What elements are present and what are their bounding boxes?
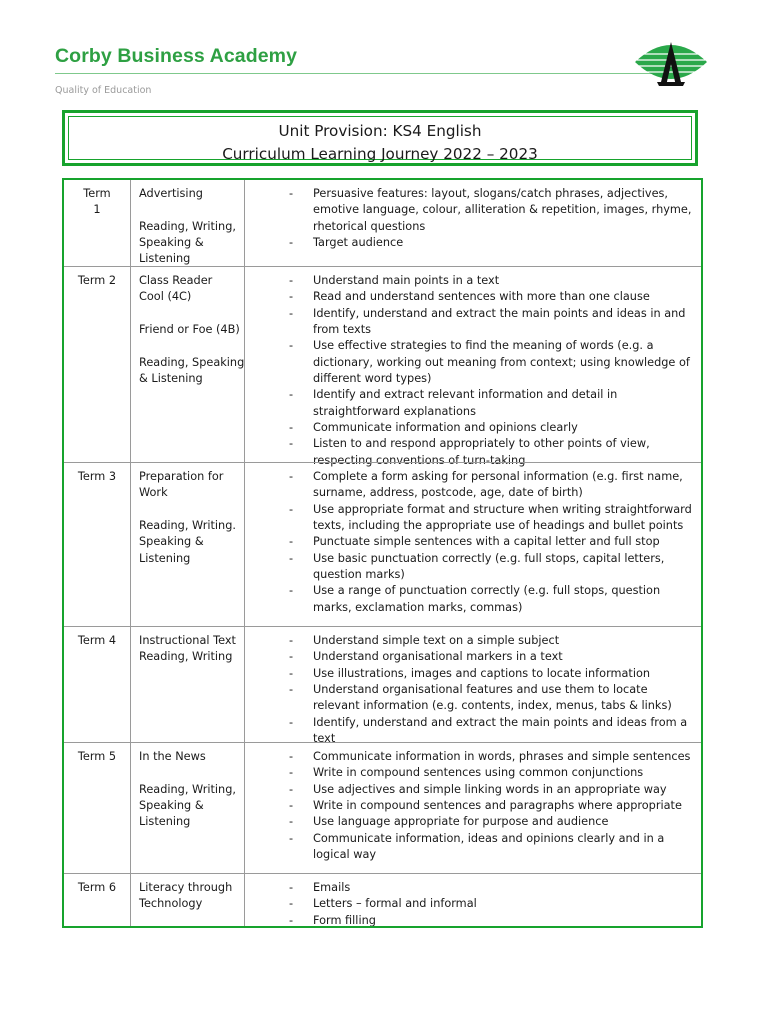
unit-text — [139, 502, 244, 518]
unit-text: Reading, Writing, — [139, 219, 236, 233]
unit-text: Preparation for — [139, 470, 224, 483]
unit-text: Cool (4C) — [139, 290, 192, 304]
term-label: Term 5 — [77, 750, 117, 763]
term-cell — [64, 743, 130, 874]
objective-item: - Use illustrations, images and captions to locate information — [245, 666, 697, 682]
objective-item: - Communicate information, ideas and opinions clearly and in a logical way — [245, 831, 697, 864]
objectives-cell — [244, 180, 701, 266]
unit-text: Speaking & — [139, 799, 204, 813]
objectives-cell — [244, 463, 701, 627]
unit-text: & Listening — [139, 372, 203, 386]
term-label: Term 4 — [77, 634, 117, 647]
objective-item: - Punctuate simple sentences with a capital letter and full stop — [245, 534, 697, 550]
unit-cell — [130, 743, 244, 874]
objective-item: - Listen to and respond appropriately to other points of view, respecting conventions of turn-taking — [245, 436, 697, 469]
objective-item: - Letters – formal and informal — [245, 896, 697, 912]
objective-item: - Use language appropriate for purpose and audience — [245, 814, 697, 830]
objective-item: - Communicate information in words, phrases and simple sentences — [245, 749, 697, 765]
objective-item: - Identify, understand and extract the main points and ideas from a text — [245, 715, 697, 748]
unit-text: Friend or Foe (4B) — [139, 323, 240, 337]
objective-item: - Use appropriate format and structure when writing straightforward texts, including the appropriate use of headings and bullet points — [245, 502, 697, 535]
objective-item: - Use basic punctuation correctly (e.g. full stops, capital letters, question marks) — [245, 551, 697, 584]
unit-text: Literacy through — [139, 881, 233, 894]
document-subtitle: Curriculum Learning Journey 2022 – 2023 — [222, 145, 538, 163]
curriculum-table — [62, 178, 703, 928]
term-cell — [64, 874, 130, 928]
tagline: Quality of Education — [55, 85, 152, 96]
term-cell — [64, 180, 130, 266]
unit-cell — [130, 627, 244, 743]
term-cell — [64, 463, 130, 627]
objective-item: - Identify, understand and extract the main points and ideas in and from texts — [245, 306, 697, 339]
unit-cell — [130, 874, 244, 928]
unit-text: Listening — [139, 252, 191, 266]
objective-item: - Form filling — [245, 913, 697, 928]
objectives-cell — [244, 627, 701, 746]
term-label: Term 6 — [77, 881, 117, 894]
unit-text: Advertising — [139, 187, 203, 200]
objectives-cell — [244, 267, 701, 467]
unit-text: Class Reader — [139, 274, 213, 287]
objective-item: - Understand organisational markers in a text — [245, 649, 697, 665]
objective-item: - Understand simple text on a simple subject — [245, 633, 697, 649]
objective-item: - Understand organisational features and use them to locate relevant information (e.g. contents, index, menus, tabs & links) — [245, 682, 697, 715]
unit-text — [139, 306, 244, 322]
objectives-cell — [244, 874, 701, 928]
objective-item: - Persuasive features: layout, slogans/catch phrases, adjectives, emotive language, colour, alliteration & repetition, images, rhyme, rhetorical questions — [245, 186, 697, 235]
unit-text: Reading, Writing — [139, 650, 233, 664]
unit-text: In the News — [139, 750, 206, 763]
table-row — [64, 873, 701, 928]
objective-item: - Use a range of punctuation correctly (e.g. full stops, question marks, exclamation marks, commas) — [245, 583, 697, 616]
objective-item: - Complete a form asking for personal information (e.g. first name, surname, address, postcode, age, date of birth) — [245, 469, 697, 502]
unit-text: Speaking & — [139, 236, 204, 250]
unit-text: Listening — [139, 551, 191, 565]
term-cell — [64, 267, 130, 463]
term-label: 1 — [93, 203, 101, 217]
objective-item: - Read and understand sentences with more than one clause — [245, 289, 697, 305]
table-row — [64, 626, 701, 746]
unit-text: Reading, Writing. — [139, 519, 236, 533]
objective-item: - Target audience — [245, 235, 697, 251]
unit-text: Listening — [139, 815, 191, 829]
table-row — [64, 742, 701, 874]
unit-text: Speaking & — [139, 535, 204, 549]
objective-item: - Communicate information and opinions clearly — [245, 420, 697, 436]
objective-item: - Identify and extract relevant information and detail in straightforward explanations — [245, 387, 697, 420]
unit-text: Technology — [139, 897, 203, 911]
document-title: Unit Provision: KS4 English — [278, 122, 482, 140]
unit-cell — [130, 267, 244, 463]
objective-item: - Write in compound sentences using common conjunctions — [245, 765, 697, 781]
objective-item: - Understand main points in a text — [245, 273, 697, 289]
objective-item: - Use adjectives and simple linking words in an appropriate way — [245, 782, 697, 798]
table-row — [64, 266, 701, 467]
header-rule — [55, 73, 655, 74]
unit-cell — [130, 180, 244, 266]
unit-cell — [130, 463, 244, 627]
unit-text — [139, 765, 244, 781]
unit-text — [139, 338, 244, 354]
title-box — [62, 110, 698, 166]
unit-text: Reading, Speaking — [139, 355, 245, 369]
table-row — [64, 180, 701, 266]
objective-item: - Write in compound sentences and paragraphs where appropriate — [245, 798, 697, 814]
objective-item: - Emails — [245, 880, 697, 896]
term-label: Term 3 — [77, 470, 117, 483]
unit-text: Instructional Text — [139, 634, 236, 647]
term-cell — [64, 627, 130, 743]
unit-text: Reading, Writing, — [139, 782, 236, 796]
term-label: Term 2 — [77, 274, 117, 287]
unit-text: Work — [139, 486, 168, 500]
brand-name: Corby Business Academy — [55, 45, 298, 67]
table-row — [64, 462, 701, 627]
objective-item: - Use effective strategies to find the meaning of words (e.g. a dictionary, working out meaning from context; using knowledge of different word types) — [245, 338, 697, 387]
objectives-cell — [244, 743, 701, 874]
academy-logo-icon — [633, 36, 709, 88]
term-label: Term — [83, 187, 111, 200]
unit-text — [139, 202, 244, 218]
